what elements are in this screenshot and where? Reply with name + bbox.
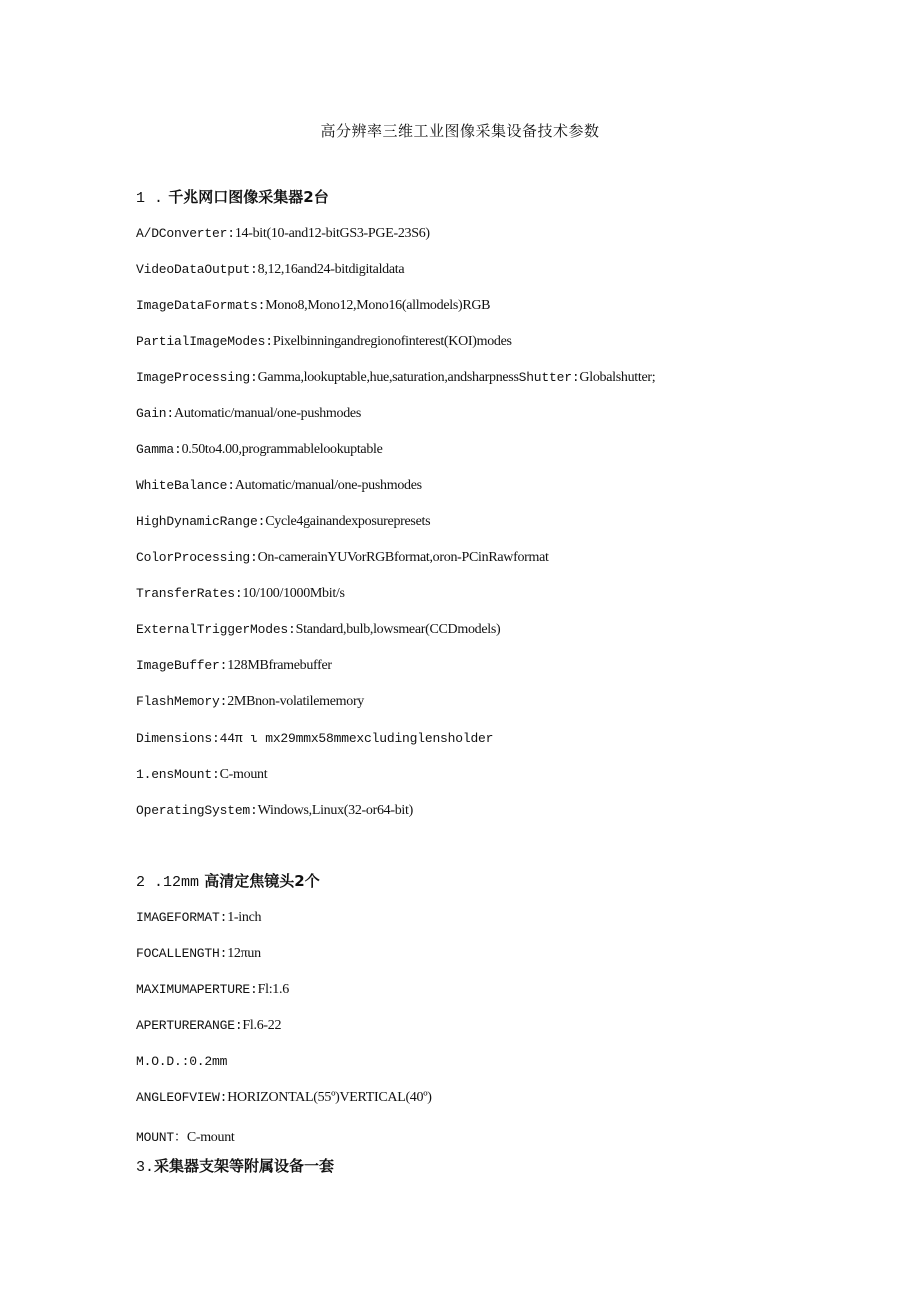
spec-line <box>136 513 430 531</box>
spec-value: Globalshutter; <box>579 370 656 385</box>
spec-value: 0.50to4.00,programmablelookuptable <box>181 442 383 457</box>
spec-label: IMAGEFORMAT: <box>136 910 228 925</box>
section-number: 1 . <box>136 190 164 207</box>
spec-value: C-mount <box>219 767 268 782</box>
spec-label: WhiteBalance: <box>136 478 235 493</box>
spec-value: C-mount <box>186 1130 235 1145</box>
spec-line <box>136 1017 281 1035</box>
spec-label: ColorProcessing: <box>136 550 258 565</box>
spec-value: Pixelbinningandregionofinterest(KOI)modes <box>272 334 512 349</box>
spec-line <box>136 333 512 351</box>
spec-label: TransferRates: <box>136 586 243 601</box>
spec-line <box>136 405 361 423</box>
spec-label: Dimensions:44π ι mx29mmx58mmexcludinglensholder <box>136 731 494 746</box>
spec-line <box>136 766 267 784</box>
spec-line <box>136 981 289 999</box>
spec-label: PartialImageModes: <box>136 334 273 349</box>
spec-label: MAXIMUMAPERTURE: <box>136 982 258 997</box>
spec-line <box>136 945 261 963</box>
spec-line <box>136 261 404 279</box>
spec-value: 128MBframebuffer <box>227 658 332 673</box>
spec-label: ExternalTriggerModes: <box>136 622 296 637</box>
spec-value: Automatic/manual/one-pushmodes <box>174 406 361 421</box>
spec-line <box>136 909 261 927</box>
spec-value: Mono8,Mono12,Mono16(allmodels)RGB <box>265 298 491 313</box>
section-1-heading <box>136 188 329 208</box>
spec-value: Fl:1.6 <box>257 982 289 997</box>
spec-line <box>136 225 430 243</box>
spec-line <box>136 1089 432 1107</box>
spec-line <box>136 1053 227 1071</box>
spec-label: Shutter: <box>518 370 580 385</box>
spec-label: HighDynamicRange: <box>136 514 266 529</box>
spec-label: VideoDataOutput: <box>136 262 258 277</box>
spec-label: Gain: <box>136 406 175 421</box>
spec-label: 1.ensMount: <box>136 767 220 782</box>
spec-label: ImageDataFormats: <box>136 298 266 313</box>
spec-label: Gamma: <box>136 442 182 457</box>
section-title: 高清定焦镜头2个 <box>204 872 320 890</box>
spec-label: M.O.D.:0.2mm <box>136 1054 228 1069</box>
spec-label: A/DConverter: <box>136 226 235 241</box>
spec-value: Cycle4gainandexposurepresets <box>265 514 431 529</box>
spec-line <box>136 585 345 603</box>
spec-value: Gamma,lookuptable,hue,saturation,andsharpness <box>257 370 519 385</box>
spec-line <box>136 549 549 567</box>
spec-label: ImageProcessing: <box>136 370 258 385</box>
spec-line <box>136 802 413 820</box>
section-number: 2 .12mm <box>136 874 200 891</box>
spec-value: Fl.6-22 <box>242 1018 282 1033</box>
spec-label: OperatingSystem: <box>136 803 258 818</box>
spec-value: Automatic/manual/one-pushmodes <box>234 478 422 493</box>
spec-label: FOCALLENGTH: <box>136 946 228 961</box>
spec-value: 10/100/1000Mbit/s <box>242 586 345 601</box>
spec-line <box>136 441 383 459</box>
spec-line <box>136 730 493 748</box>
section-title: 千兆网口图像采集器2台 <box>168 188 329 206</box>
spec-line <box>136 693 364 711</box>
spec-value: HORIZONTAL(55º)VERTICAL(40º) <box>227 1090 432 1105</box>
spec-line <box>136 297 490 315</box>
spec-label: ANGLEOFVIEW: <box>136 1090 228 1105</box>
spec-value: Windows,Linux(32-or64-bit) <box>257 803 413 818</box>
section-2-heading <box>136 872 320 892</box>
spec-value: 8,12,16and24-bitdigitaldata <box>257 262 405 277</box>
section-number: 3. <box>136 1159 155 1176</box>
section-3-heading <box>136 1157 334 1177</box>
spec-label: FlashMemory: <box>136 694 228 709</box>
spec-value: 12πun <box>227 946 261 961</box>
spec-label: ImageBuffer: <box>136 658 228 673</box>
spec-line <box>136 1129 235 1147</box>
spec-label: APERTURERANGE: <box>136 1018 243 1033</box>
spec-line <box>136 477 422 495</box>
section-title: 采集器支架等附属设备一套 <box>154 1157 335 1175</box>
spec-line <box>136 621 500 639</box>
spec-value: 2MBnon-volatilememory <box>227 694 365 709</box>
spec-value: On-camerainYUVorRGBformat,oron-PCinRawformat <box>257 550 549 565</box>
spec-value: Standard,bulb,lowsmear(CCDmodels) <box>295 622 501 637</box>
spec-label: MOUNT： <box>136 1130 187 1145</box>
spec-line <box>136 657 332 675</box>
spec-value: 1-inch <box>227 910 262 925</box>
document-title: 高分辨率三维工业图像采集设备技术参数 <box>320 122 600 140</box>
spec-value: 14-bit(10-and12-bitGS3-PGE-23S6) <box>234 226 430 241</box>
spec-line <box>136 369 655 387</box>
